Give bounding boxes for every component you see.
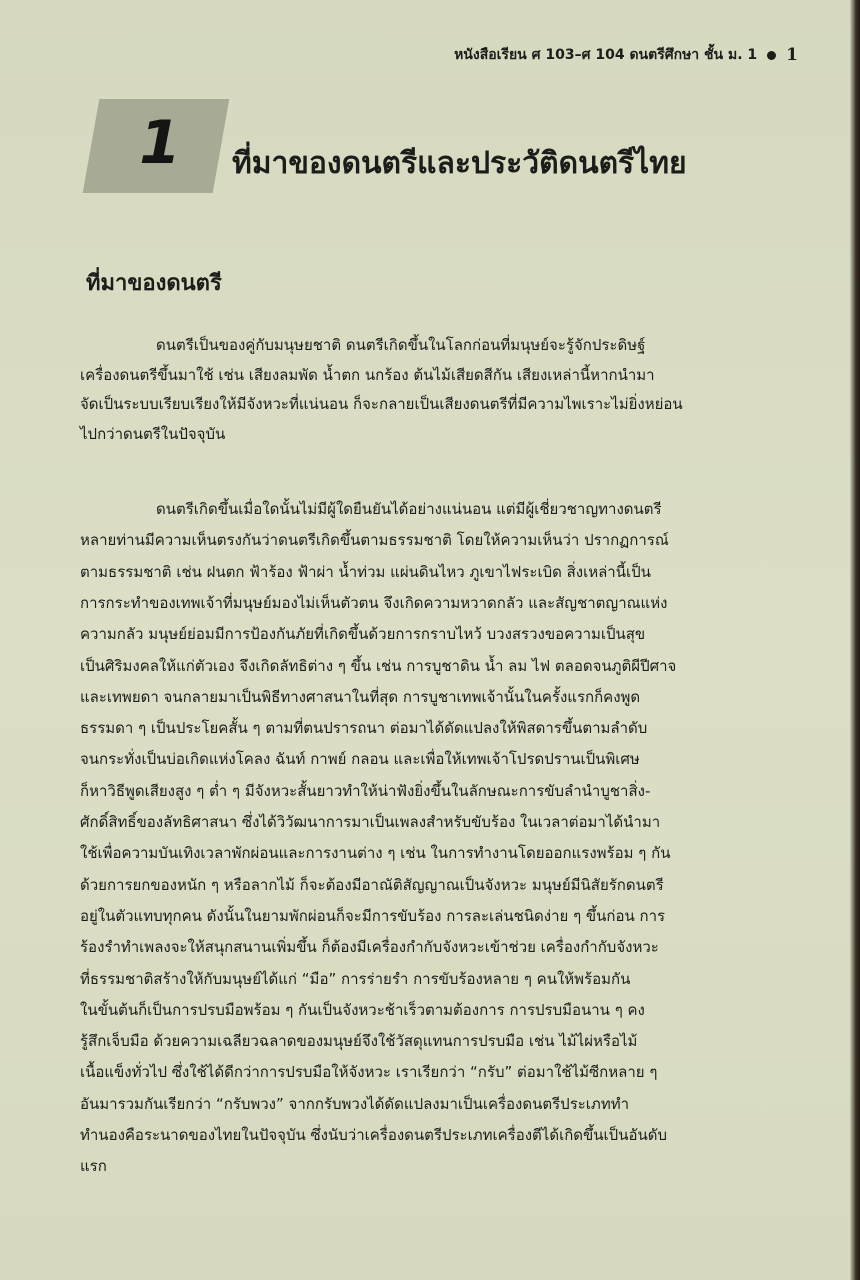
text-line: ทำนองคือระนาดของไทยในปัจจุบัน ซึ่งนับว่าเครื่องดนตรีประเภทเครื่องตีได้เกิดขึ้นเป็นอันดับ — [80, 1126, 667, 1144]
text-line: อยู่ในตัวแทบทุกคน ดังนั้นในยามพักผ่อนก็จะมีการขับร้อง การละเล่นชนิดง่าย ๆ ขึ้นก่อน การ — [80, 906, 666, 925]
page-number: 1 — [786, 45, 798, 65]
paragraph-2 — [80, 494, 786, 1183]
text-line: รู้สึกเจ็บมือ ด้วยความเฉลียวฉลาดของมนุษย์จึงใช้วัสดุแทนการปรบมือ เช่น ไม้ไผ่หรือไม้ — [80, 1032, 638, 1051]
text-line: ธรรมดา ๆ เป็นประโยคสั้น ๆ ตามที่ตนปรารถนา ต่อมาได้ดัดแปลงให้พิสดารขึ้นตามลำดับ — [80, 719, 648, 738]
text-line: และเทพยดา จนกลายมาเป็นพิธีทางศาสนาในที่สุด การบูชาเทพเจ้านั้นในครั้งแรกก็คงพูด — [80, 687, 641, 706]
text-line: แรก — [80, 1157, 107, 1176]
paragraph-1 — [80, 331, 786, 449]
running-head-text: หนังสือเรียน ศ 103–ศ 104 ดนตรีศึกษา ชั้น ม. 1 — [454, 47, 758, 63]
text-line: ศักดิ์สิทธิ์ของลัทธิศาสนา ซึ่งได้วิวัฒนาการมาเป็นเพลงสำหรับขับร้อง ในเวลาต่อมาได้นำมา — [80, 813, 661, 831]
text-line: การกระทำของเทพเจ้าที่มนุษย์มองไม่เห็นตัวตน จึงเกิดความหวาดกลัว และสัญชาตญาณแห่ง — [80, 593, 668, 612]
text-line: เป็นศิริมงคลให้แก่ตัวเอง จึงเกิดลัทธิต่าง ๆ ขึ้น เช่น การบูชาดิน น้ำ ลม ไฟ ตลอดจนภูติผีปีศาจ — [80, 656, 677, 675]
text-line: ดนตรีเป็นของคู่กับมนุษยชาติ ดนตรีเกิดขึ้นในโลกก่อนที่มนุษย์จะรู้จักประดิษฐ์ — [156, 336, 646, 354]
bullet-icon — [767, 51, 776, 60]
text-line: อันมารวมกันเรียกว่า “กรับพวง” จากกรับพวงได้ดัดแปลงมาเป็นเครื่องดนตรีประเภททำ — [80, 1094, 630, 1113]
chapter-title: ที่มาของดนตรีและประวัติดนตรีไทย — [232, 146, 687, 181]
text-line: ดนตรีเกิดขึ้นเมื่อใดนั้นไม่มีผู้ใดยืนยันได้อย่างแน่นอน แต่มีผู้เชี่ยวชาญทางดนตรี — [156, 500, 662, 518]
text-line: ใช้เพื่อความบันเทิงเวลาพักผ่อนและการงานต่าง ๆ เช่น ในการทำงานโดยออกแรงพร้อม ๆ กัน — [80, 844, 671, 863]
text-line: ในขั้นต้นก็เป็นการปรบมือพร้อม ๆ กันเป็นจังหวะช้าเร็วตามต้องการ การปรบมือนาน ๆ คง — [80, 1000, 645, 1019]
text-line: เครื่องดนตรีขึ้นมาใช้ เช่น เสียงลมพัด น้ำตก นกร้อง ต้นไม้เสียดสีกัน เสียงเหล่านี้หากนำมา — [80, 365, 655, 384]
text-line: จนกระทั่งเป็นบ่อเกิดแห่งโคลง ฉันท์ กาพย์ กลอน และเพื่อให้เทพเจ้าโปรดปรานเป็นพิเศษ — [80, 750, 640, 769]
section-title: ที่มาของดนตรี — [86, 271, 222, 296]
text-line: หลายท่านมีความเห็นตรงกันว่าดนตรีเกิดขึ้นตามธรรมชาติ โดยให้ความเห็นว่า ปรากฏการณ์ — [80, 531, 669, 550]
running-header — [454, 44, 798, 66]
text-line: ที่ธรรมชาติสร้างให้กับมนุษย์ได้แก่ “มือ” การร่ายรำ การขับร้องหลาย ๆ คนให้พร้อมกัน — [80, 969, 631, 988]
page-edge-shadow — [850, 0, 860, 1280]
chapter-number: 1 — [139, 108, 181, 178]
text-line: เนื้อแข็งทั่วไป ซึ่งใช้ได้ดีกว่าการปรบมือให้จังหวะ เราเรียกว่า “กรับ” ต่อมาใช้ไม้ซีกหลาย ๆ — [80, 1063, 658, 1082]
text-line: ก็หาวิธีพูดเสียงสูง ๆ ต่ำ ๆ มีจังหวะสั้นยาวทำให้น่าฟังยิ่งขึ้นในลักษณะการขับลำนำบูชาสิ่ง- — [80, 781, 651, 800]
text-line: จัดเป็นระบบเรียบเรียงให้มีจังหวะที่แน่นอน ก็จะกลายเป็นเสียงดนตรีที่มีความไพเราะไม่ยิ่งหย่อน — [80, 395, 683, 413]
text-line: ไปกว่าดนตรีในปัจจุบัน — [80, 424, 226, 443]
text-line: ร้องรำทำเพลงจะให้สนุกสนานเพิ่มขึ้น ก็ต้องมีเครื่องกำกับจังหวะเข้าช่วย เครื่องกำกับจังหวะ — [80, 938, 659, 957]
text-line: ตามธรรมชาติ เช่น ฝนตก ฟ้าร้อง ฟ้าผ่า น้ำท่วม แผ่นดินไหว ภูเขาไฟระเบิด สิ่งเหล่านี้เป็น — [80, 562, 651, 581]
text-line: ด้วยการยกของหนัก ๆ หรือลากไม้ ก็จะต้องมีอาณัติสัญญาณเป็นจังหวะ มนุษย์มีนิสัยรักดนตรี — [80, 875, 664, 894]
text-line: ความกลัว มนุษย์ย่อมมีการป้องกันภัยที่เกิดขึ้นด้วยการกราบไหว้ บวงสรวงขอความเป็นสุข — [80, 625, 646, 644]
